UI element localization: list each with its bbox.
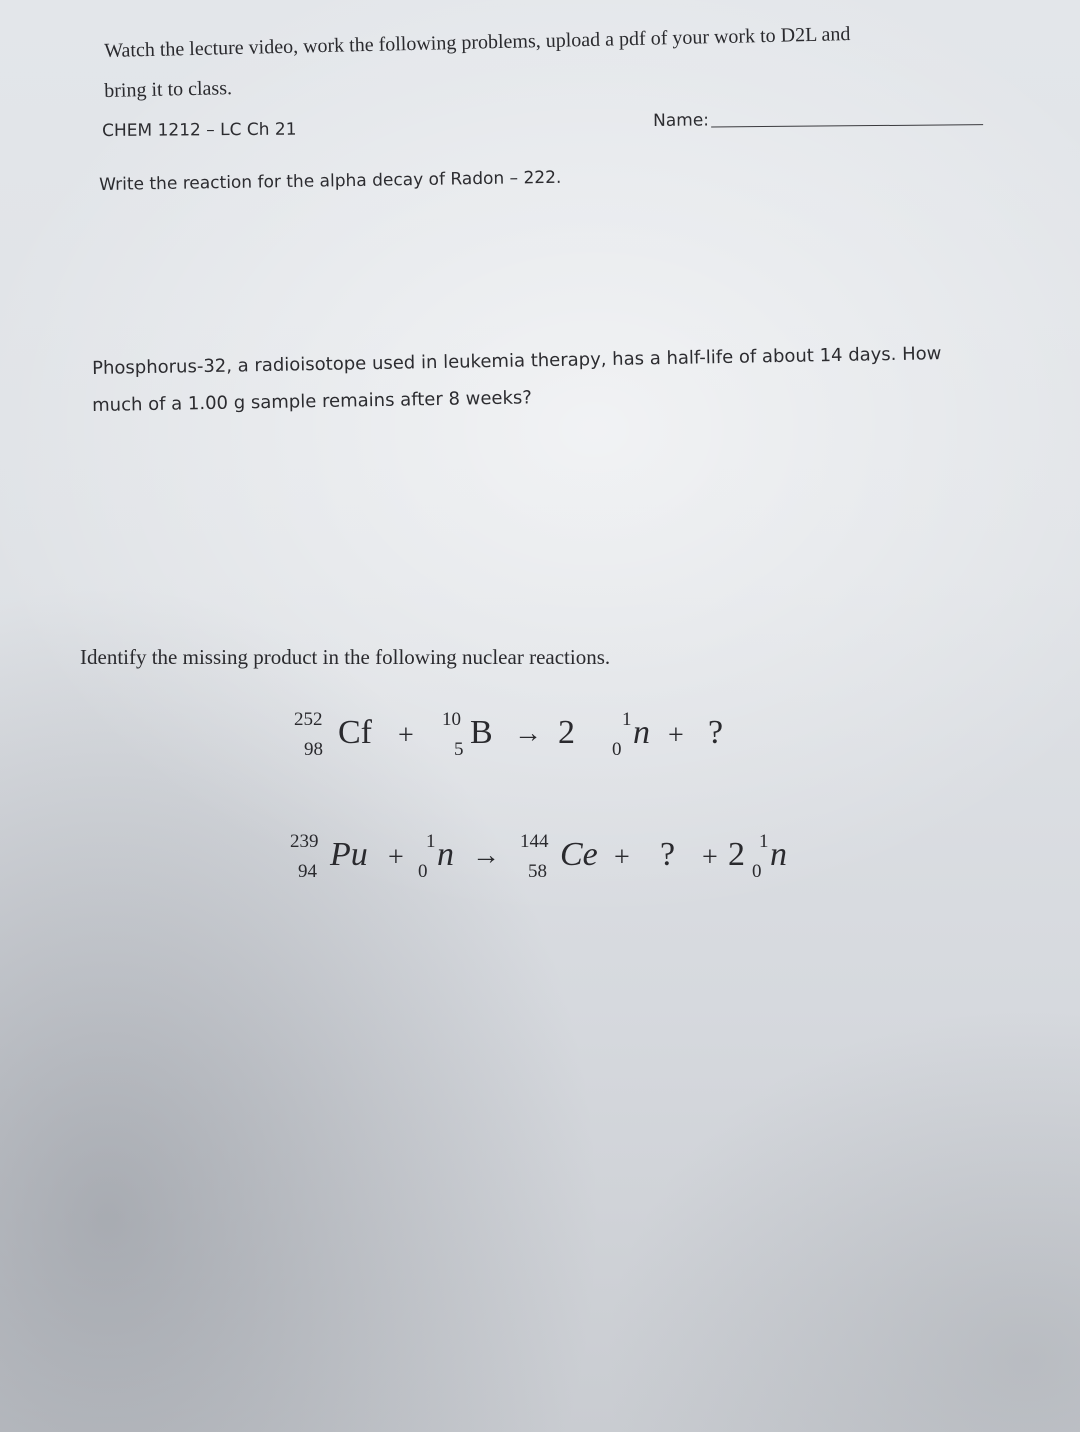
n-atomic-number: 0 [752, 861, 762, 882]
ce-atomic-number: 58 [528, 861, 547, 882]
question-half-life-line-2: much of a 1.00 g sample remains after 8 weeks? [92, 387, 533, 416]
n-atomic-number: 0 [418, 861, 428, 882]
neutron-symbol: n [633, 714, 650, 751]
coefficient: 2 [728, 836, 745, 873]
unknown-product: ? [660, 836, 676, 873]
question-alpha-decay: Write the reaction for the alpha decay of Radon – 222. [99, 167, 562, 195]
instructions-line-1: Watch the lecture video, work the following problems, upload a pdf of your work to D2L and [104, 23, 851, 62]
neutron-symbol: n [437, 836, 454, 873]
n-atomic-number: 0 [612, 739, 622, 760]
name-blank-line [711, 108, 983, 127]
nuclear-reaction-1 [290, 702, 770, 772]
pu-mass-number: 239 [290, 831, 319, 852]
b-atomic-number: 5 [454, 739, 464, 760]
ce-symbol: Ce [560, 836, 598, 873]
cf-symbol: Cf [338, 714, 372, 751]
question-half-life-line-1: Phosphorus-32, a radioisotope used in leukemia therapy, has a half-life of about 14 days. How [92, 343, 942, 379]
plus-sign: + [614, 842, 630, 873]
reaction-arrow: → [514, 718, 542, 749]
n-mass-number: 1 [622, 709, 632, 730]
plus-sign: + [388, 842, 404, 873]
neutron-symbol: n [770, 836, 787, 873]
n-mass-number: 1 [426, 831, 436, 852]
cf-atomic-number: 98 [304, 739, 323, 760]
pu-atomic-number: 94 [298, 861, 317, 882]
instructions-line-2: bring it to class. [104, 77, 233, 102]
pu-symbol: Pu [330, 836, 368, 873]
unknown-product: ? [708, 714, 724, 751]
b-mass-number: 10 [442, 709, 461, 730]
n-mass-number: 1 [759, 831, 769, 852]
b-symbol: B [470, 714, 493, 751]
nuclear-reaction-2 [288, 826, 818, 896]
course-label: CHEM 1212 – LC Ch 21 [102, 119, 297, 141]
cf-mass-number: 252 [294, 709, 323, 730]
ce-mass-number: 144 [520, 831, 549, 852]
reaction-arrow: → [472, 840, 500, 871]
coefficient: 2 [558, 714, 575, 751]
plus-sign: + [702, 842, 718, 873]
question-missing-product: Identify the missing product in the following nuclear reactions. [80, 645, 611, 669]
name-label: Name: [653, 110, 710, 131]
plus-sign: + [668, 720, 684, 751]
name-field [653, 108, 983, 131]
plus-sign: + [398, 720, 414, 751]
